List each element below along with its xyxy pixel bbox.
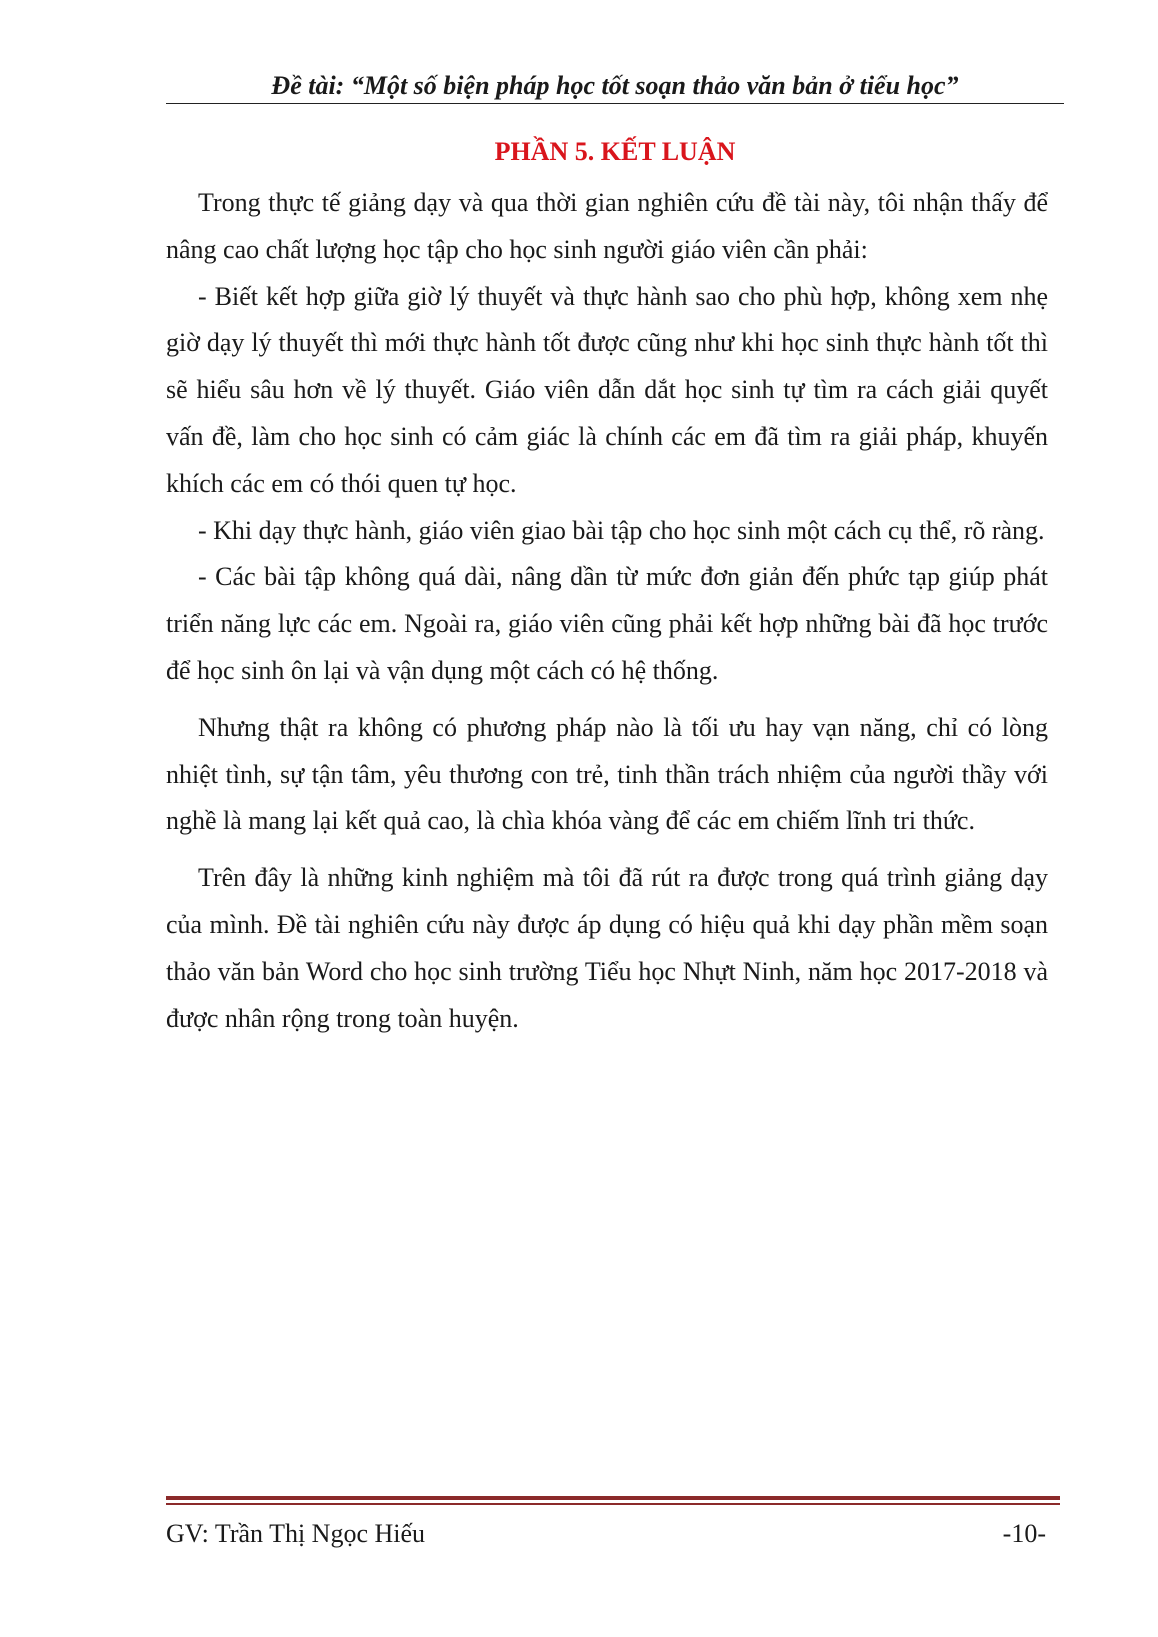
footer-author: GV: Trần Thị Ngọc Hiếu <box>166 1519 426 1548</box>
section-title: PHẦN 5. KẾT LUẬN <box>494 137 736 166</box>
header-divider <box>166 103 1064 104</box>
paragraph-bullet-assignments: - Khi dạy thực hành, giáo viên giao bài tập cho học sinh một cách cụ thể, rõ ràng. <box>198 515 1045 545</box>
page-number: -10- <box>1002 1519 1046 1548</box>
paragraph-intro: Trong thực tế giảng dạy và qua thời gian nghiên cứu đề tài này, tôi nhận thấy để nâng cao chất lượng học tập cho học sinh người giáo viên cần phải: <box>166 188 1048 264</box>
paragraph-summary: Trên đây là những kinh nghiệm mà tôi đã rút ra được trong quá trình giảng dạy của mình. Đề tài nghiên cứu này được áp dụng có hiệu quả khi dạy phần mềm soạn thảo văn bản Word cho học sinh trường Tiểu học Nhựt Ninh, năm học 2017-2018 và được nhân rộng trong toàn huyện. <box>166 863 1048 1033</box>
paragraph-bullet-exercises: - Các bài tập không quá dài, nâng dần từ mức đơn giản đến phức tạp giúp phát triển năng lực các em. Ngoài ra, giáo viên cũng phải kết hợp những bài đã học trước để học sinh ôn lại và vận dụng một cách có hệ thống. <box>166 562 1048 685</box>
paragraph-bullet-theory-practice: - Biết kết hợp giữa giờ lý thuyết và thực hành sao cho phù hợp, không xem nhẹ giờ dạy lý thuyết thì mới thực hành tốt được cũng như khi học sinh thực hành tốt thì sẽ hiểu sâu hơn về lý thuyết. Giáo viên dẫn dắt học sinh tự tìm ra cách giải quyết vấn đề, làm cho học sinh có cảm giác là chính các em đã tìm ra giải pháp, khuyến khích các em có thói quen tự học. <box>166 281 1048 498</box>
footer-divider-thin <box>166 1503 1060 1505</box>
page-header-title: Đề tài: “Một số biện pháp học tốt soạn thảo văn bản ở tiểu học” <box>271 71 959 100</box>
body-content <box>166 180 1048 1042</box>
footer-divider-thick <box>166 1496 1060 1500</box>
paragraph-dedication: Nhưng thật ra không có phương pháp nào là tối ưu hay vạn năng, chỉ có lòng nhiệt tình, sự tận tâm, yêu thương con trẻ, tinh thần trách nhiệm của người thầy với nghề là mang lại kết quả cao, là chìa khóa vàng để các em chiếm lĩnh tri thức. <box>166 712 1048 836</box>
